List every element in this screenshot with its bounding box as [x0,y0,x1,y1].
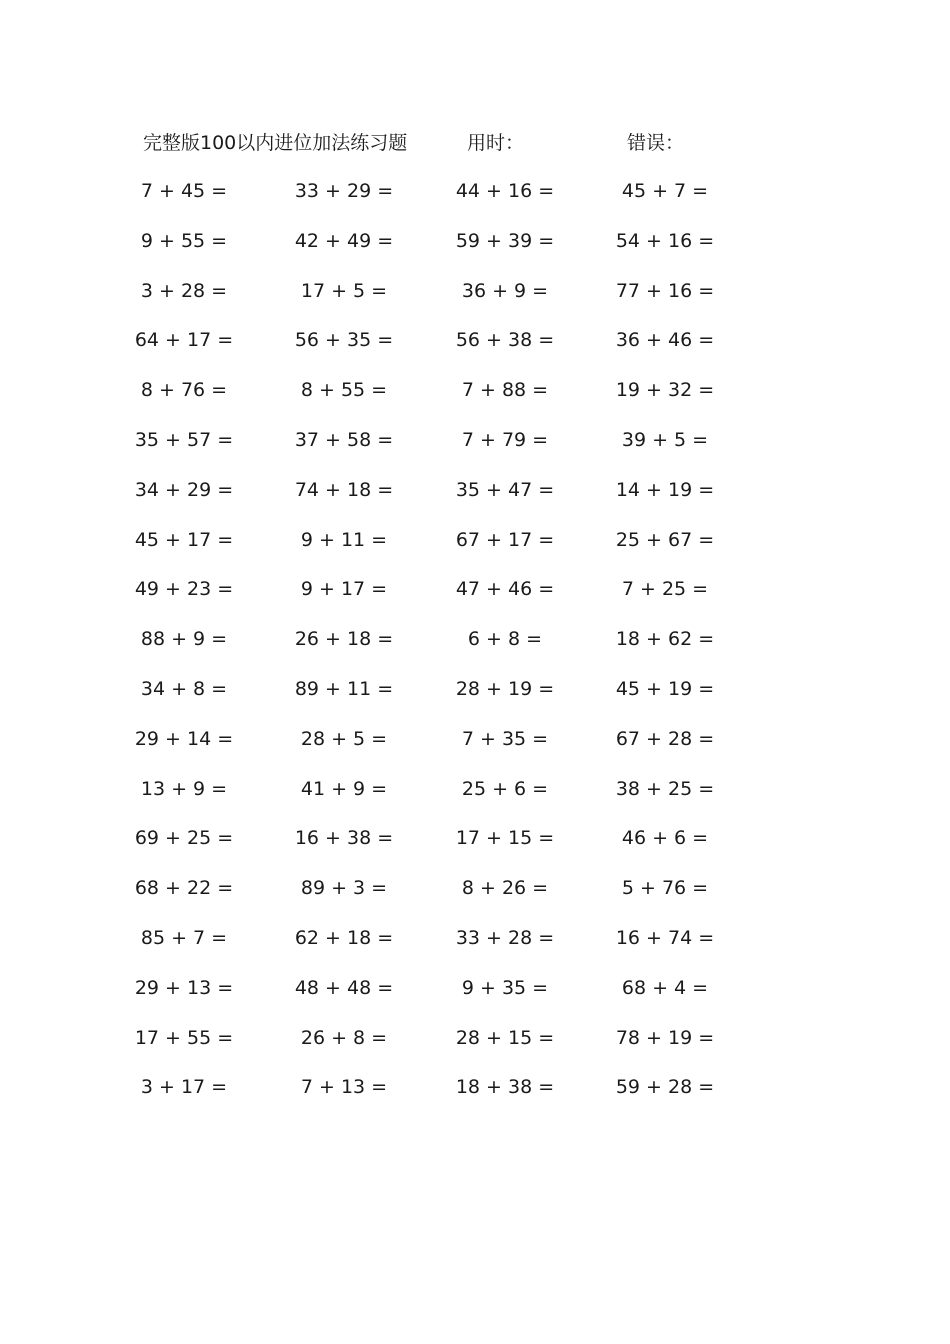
problem-item: 8 + 26 = [461,877,549,900]
problem-row [0,922,950,972]
problem-item: 54 + 16 = [615,229,715,252]
problem-item: 7 + 25 = [621,578,709,601]
problem-item: 68 + 4 = [621,976,709,999]
problem-item: 36 + 9 = [461,279,549,302]
problem-item: 33 + 28 = [455,926,555,949]
problem-item: 59 + 28 = [615,1076,715,1099]
problem-item: 29 + 13 = [134,976,234,999]
worksheet-title: 完整版100以内进位加法练习题 [143,132,408,154]
problem-item: 3 + 28 = [140,279,228,302]
problem-item: 48 + 48 = [294,976,394,999]
worksheet-header [0,128,950,158]
problem-item: 9 + 55 = [140,229,228,252]
problem-item: 7 + 13 = [300,1076,388,1099]
problem-item: 78 + 19 = [615,1026,715,1049]
problem-item: 9 + 17 = [300,578,388,601]
problem-item: 74 + 18 = [294,478,394,501]
problem-item: 67 + 28 = [615,727,715,750]
problem-item: 62 + 18 = [294,926,394,949]
problem-item: 7 + 88 = [461,379,549,402]
problem-item: 89 + 11 = [294,677,394,700]
problem-item: 56 + 38 = [455,329,555,352]
problem-item: 14 + 19 = [615,478,715,501]
problem-row [0,474,950,524]
problem-item: 49 + 23 = [134,578,234,601]
problem-row [0,573,950,623]
problem-item: 39 + 5 = [621,428,709,451]
problem-item: 64 + 17 = [134,329,234,352]
problem-item: 7 + 45 = [140,180,228,202]
problem-row [0,324,950,374]
problem-item: 38 + 25 = [615,777,715,800]
problem-item: 18 + 38 = [455,1076,555,1099]
problem-row [0,175,950,225]
problem-item: 42 + 49 = [294,229,394,252]
problem-item: 17 + 15 = [455,827,555,850]
problem-item: 5 + 76 = [621,877,709,900]
problem-item: 13 + 9 = [140,777,228,800]
problem-item: 56 + 35 = [294,329,394,352]
problem-item: 18 + 62 = [615,628,715,651]
problem-item: 88 + 9 = [140,628,228,651]
problem-row [0,673,950,723]
problem-row [0,1022,950,1072]
problem-item: 89 + 3 = [300,877,388,900]
problem-row [0,872,950,922]
problem-item: 35 + 47 = [455,478,555,501]
problem-row [0,424,950,474]
problem-item: 8 + 76 = [140,379,228,402]
error-label: 错误： [627,132,685,154]
problem-item: 19 + 32 = [615,379,715,402]
problem-item: 45 + 17 = [134,528,234,551]
problem-item: 9 + 11 = [300,528,388,551]
problem-row [0,1071,950,1121]
problem-item: 29 + 14 = [134,727,234,750]
problem-row [0,723,950,773]
problem-item: 26 + 8 = [300,1026,388,1049]
problem-item: 34 + 8 = [140,677,228,700]
time-label: 用时： [467,132,525,154]
problem-item: 34 + 29 = [134,478,234,501]
problem-item: 7 + 79 = [461,428,549,451]
problem-row [0,972,950,1022]
problem-item: 47 + 46 = [455,578,555,601]
problem-row [0,773,950,823]
problem-item: 45 + 7 = [621,180,709,202]
problem-item: 25 + 6 = [461,777,549,800]
problem-item: 35 + 57 = [134,428,234,451]
problem-item: 28 + 5 = [300,727,388,750]
problem-item: 46 + 6 = [621,827,709,850]
problem-item: 17 + 55 = [134,1026,234,1049]
problem-item: 25 + 67 = [615,528,715,551]
problem-item: 28 + 19 = [455,677,555,700]
problem-item: 16 + 74 = [615,926,715,949]
problem-item: 45 + 19 = [615,677,715,700]
problem-item: 41 + 9 = [300,777,388,800]
problem-item: 33 + 29 = [294,180,394,202]
problem-item: 36 + 46 = [615,329,715,352]
problem-item: 28 + 15 = [455,1026,555,1049]
problem-item: 6 + 8 = [467,628,543,651]
problem-row [0,374,950,424]
problem-item: 85 + 7 = [140,926,228,949]
problem-item: 44 + 16 = [455,180,555,202]
problem-item: 8 + 55 = [300,379,388,402]
problem-row [0,275,950,325]
problem-item: 9 + 35 = [461,976,549,999]
problem-item: 16 + 38 = [294,827,394,850]
problem-item: 26 + 18 = [294,628,394,651]
problem-item: 68 + 22 = [134,877,234,900]
problem-row [0,822,950,872]
problem-item: 69 + 25 = [134,827,234,850]
problem-item: 7 + 35 = [461,727,549,750]
problem-row [0,524,950,574]
problem-item: 77 + 16 = [615,279,715,302]
problem-item: 59 + 39 = [455,229,555,252]
problem-item: 67 + 17 = [455,528,555,551]
problem-row [0,225,950,275]
problem-grid [0,175,950,1121]
problem-row [0,623,950,673]
problem-item: 17 + 5 = [300,279,388,302]
problem-item: 37 + 58 = [294,428,394,451]
problem-item: 3 + 17 = [140,1076,228,1099]
